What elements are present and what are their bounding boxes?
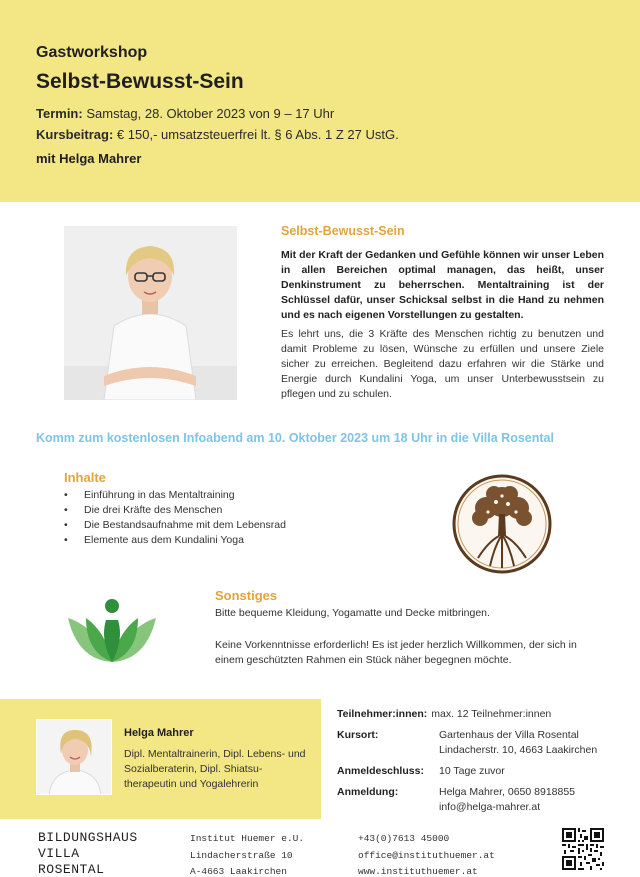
anmeldung-email[interactable]: info@helga-mahrer.at (439, 801, 541, 813)
trainer-bio (124, 727, 309, 792)
fact-anmeldeschluss (337, 764, 627, 779)
qr-code-icon[interactable] (562, 828, 604, 870)
fact-value: 10 Tage zuvor (439, 765, 505, 777)
fact-kursort (337, 728, 627, 758)
page-title: Selbst-Bewusst-Sein (36, 70, 244, 93)
sonstiges-section (215, 588, 605, 668)
list-item: • Elemente aus dem Kundalini Yoga (64, 533, 364, 548)
fact-value: max. 12 Teilnehmer:innen (431, 708, 552, 720)
header-banner (0, 0, 640, 202)
kursort-line-1: Gartenhaus der Villa Rosental (439, 729, 579, 741)
fact-anmeldung (337, 785, 627, 815)
list-item: • Die drei Kräfte des Menschen (64, 503, 364, 518)
footer-website[interactable]: www.instituthuemer.at (358, 866, 478, 877)
intro-heading: Selbst-Bewusst-Sein (281, 224, 405, 238)
fact-value (439, 785, 575, 815)
address-line: A-4663 Laakirchen (190, 866, 287, 877)
tree-of-life-icon (452, 474, 552, 574)
inhalte-list (64, 488, 364, 548)
fact-teilnehmer (337, 707, 627, 722)
fact-label: Anmeldung: (337, 786, 399, 798)
fact-label: Teilnehmer:innen: (337, 708, 428, 720)
fact-value (439, 728, 597, 758)
footer-phone[interactable]: +43(0)7613 45000 (358, 833, 450, 844)
infoabend-callout: Komm zum kostenlosen Infoabend am 10. Oktober 2023 um 18 Uhr in die Villa Rosental (36, 431, 554, 445)
intro-section (281, 224, 604, 402)
fact-label: Kursort: (337, 729, 379, 741)
brand-line: BILDUNGSHAUS (38, 830, 138, 845)
kursbeitrag-label: Kursbeitrag: (36, 127, 114, 142)
list-item: • Einführung in das Mentaltraining (64, 488, 364, 503)
anmeldung-line-1: Helga Mahrer, 0650 8918855 (439, 786, 576, 798)
termin-value: Samstag, 28. Oktober 2023 von 9 – 17 Uhr (86, 106, 335, 121)
brand-line: VILLA (38, 846, 80, 861)
footer-address (190, 831, 304, 877)
trainer-description: Dipl. Mentaltrainerin, Dipl. Lebens- und Sozialberaterin, Dipl. Shiatsu-therapeutin und Yogalehrerin (124, 748, 306, 790)
lotus-logo-icon (64, 594, 160, 666)
kursbeitrag-value: € 150,- umsatzsteuerfrei lt. § 6 Abs. 1 Z 27 UstG. (116, 127, 399, 142)
workshop-kicker: Gastworkshop (36, 44, 148, 61)
trainer-photo (64, 226, 237, 400)
list-item: • Die Bestandsaufnahme mit dem Lebensrad (64, 518, 364, 533)
address-line: Lindacherstraße 10 (190, 849, 293, 861)
intro-body: Es lehrt uns, die 3 Kräfte des Menschen richtig zu benutzen und damit Probleme zu lösen, Wünsche zu erfüllen und unsere Ziele sicher zu erreichen. Begleitend dazu erfahren wir die Stärke und Energie durch Kundalini Yoga, um unser Unterbewusstsein zu pflegen und zu schulen. (281, 328, 604, 400)
trainer-thumbnail (36, 719, 112, 795)
kursbeitrag-line (36, 127, 640, 142)
footer-contact (358, 831, 495, 877)
footer (0, 820, 640, 877)
termin-line (36, 106, 640, 121)
fact-label: Anmeldeschluss: (337, 765, 424, 777)
sonstiges-heading: Sonstiges (215, 588, 278, 603)
trainer-name: Helga Mahrer (124, 727, 194, 739)
intro-lead: Mit der Kraft der Gedanken und Gefühle können wir unser Leben in allen Bereichen optimal managen, das heißt, unser Denkinstrument zu beherrschen. Mentaltraining ist der Schlüssel dafür, unser Schicksal selbst in die Hand zu nehmen und es nach eigenen Vorstellungen zu gestalten. (281, 249, 604, 321)
presenter-line: mit Helga Mahrer (36, 151, 142, 166)
inhalte-heading: Inhalte (64, 470, 106, 485)
inhalte-section (64, 470, 364, 548)
footer-email[interactable]: office@instituthuemer.at (358, 849, 495, 861)
brand-logo (38, 830, 138, 877)
kursort-line-2: Lindacherstr. 10, 4663 Laakirchen (439, 744, 598, 756)
address-line: Institut Huemer e.U. (190, 833, 305, 844)
brand-line: ROSENTAL (38, 862, 105, 877)
sonstiges-kleidung: Bitte bequeme Kleidung, Yogamatte und Decke mitbringen. (215, 607, 490, 619)
termin-label: Termin: (36, 106, 83, 121)
sonstiges-vorkenntnisse: Keine Vorkenntnisse erforderlich! Es ist jeder herzlich Willkommen, der sich in einem geschützten Rahmen ein Stück näher begegnen möchte. (215, 639, 577, 666)
course-facts (337, 707, 627, 821)
